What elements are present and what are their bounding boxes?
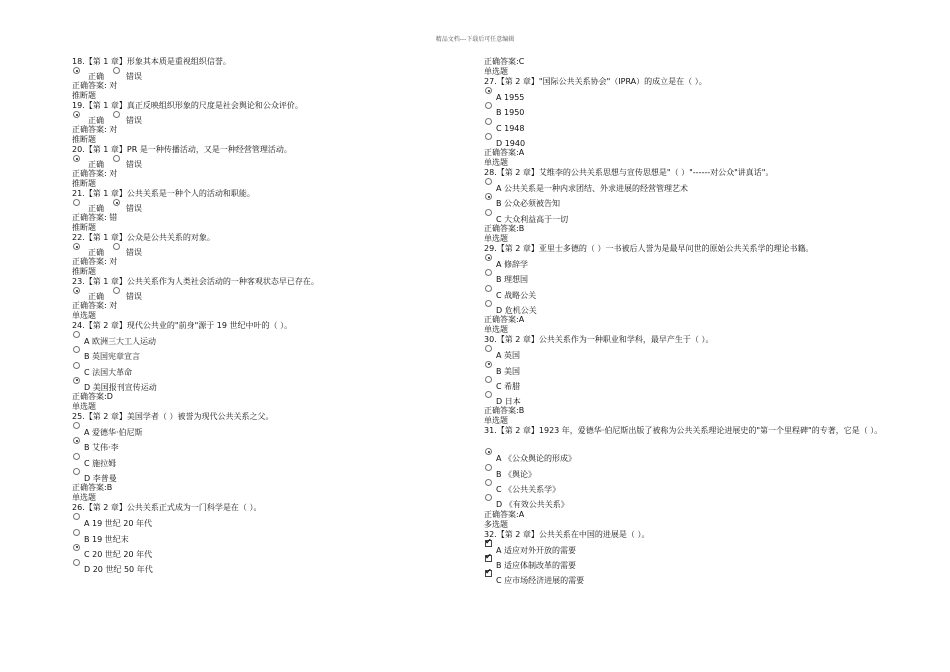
question-type-label: 单选题: [72, 311, 96, 320]
checkbox[interactable]: [485, 570, 492, 577]
question-item: [72, 189, 452, 223]
question-type-label: 推断题: [72, 267, 96, 276]
page-header: 精品文档---下载后可任意编辑: [435, 36, 515, 43]
correct-answer: 正确答案: 对: [72, 301, 118, 310]
answer-option[interactable]: [484, 193, 884, 208]
question-text: 27.【第 2 章】"国际公共关系协会"（IPRA）的成立是在（ ）。: [484, 77, 707, 86]
question-type-label: 单选题: [484, 325, 508, 335]
option-label: C 大众利益高于一切: [496, 214, 569, 224]
option-false[interactable]: [112, 111, 142, 126]
radio-button[interactable]: [485, 118, 492, 125]
answer-option[interactable]: [72, 346, 452, 361]
option-false[interactable]: [112, 155, 142, 170]
answer-option[interactable]: [72, 331, 452, 346]
option-label: A 爱德华·伯尼斯: [84, 428, 143, 438]
option-true[interactable]: [72, 155, 104, 170]
answer-option[interactable]: [484, 300, 884, 315]
radio-button[interactable]: [113, 199, 120, 206]
option-label: B 艾伟·李: [84, 443, 119, 453]
option-label: C 20 世纪 20 年代: [84, 549, 153, 559]
question-item: [72, 412, 452, 493]
question-type-label: 单选题: [484, 67, 508, 76]
question-text: 28.【第 2 章】艾维李的公共关系思想与宣传思想是"（ ）"------对公众"讲真话"。: [484, 168, 774, 178]
true-false-options: [72, 287, 452, 301]
answer-option[interactable]: [484, 391, 884, 406]
option-label: B 19 世纪末: [84, 534, 129, 544]
radio-button[interactable]: [485, 102, 492, 109]
option-label: B 理想国: [496, 275, 529, 285]
true-false-options: [72, 67, 452, 81]
question-text: 26.【第 2 章】公共关系正式成为一门科学是在（ ）。: [72, 503, 262, 513]
correct-answer: 正确答案:B: [484, 406, 525, 416]
question-text: 19.【第 1 章】真正反映组织形象的尺度是社会舆论和公众评价。: [72, 101, 303, 110]
answer-option[interactable]: [484, 269, 884, 284]
answer-option[interactable]: [484, 285, 884, 300]
option-label: D 20 世纪 50 年代: [84, 565, 153, 575]
question-type-label: 推断题: [72, 91, 96, 100]
radio-button[interactable]: [485, 300, 492, 307]
question-type-label: 单选题: [72, 402, 96, 412]
question-text: 23.【第 1 章】公共关系作为人类社会活动的一种客观状态早已存在。: [72, 277, 319, 286]
answer-option[interactable]: [484, 345, 884, 360]
question-item: [72, 277, 452, 311]
radio-button[interactable]: [73, 559, 80, 566]
answer-option[interactable]: [484, 570, 884, 585]
question-item: [484, 426, 884, 519]
question-item: [72, 503, 452, 574]
answer-option[interactable]: [72, 468, 452, 483]
option-label: 错误: [126, 248, 142, 257]
correct-answer: 正确答案:A: [484, 148, 525, 158]
radio-button[interactable]: [485, 193, 492, 200]
radio-button[interactable]: [73, 346, 80, 353]
option-false[interactable]: [112, 67, 142, 82]
radio-button[interactable]: [485, 494, 492, 501]
option-label: A 1955: [496, 93, 525, 102]
question-text: 18.【第 1 章】形象其本质是重视组织信誉。: [72, 57, 231, 66]
option-label: D 1940: [496, 138, 526, 148]
option-label: B 美国: [496, 366, 521, 376]
radio-button[interactable]: [485, 87, 492, 94]
question-item: [484, 77, 884, 158]
radio-button[interactable]: [113, 67, 120, 74]
option-label: A 修辞学: [496, 260, 529, 270]
answer-option[interactable]: [484, 494, 884, 509]
answer-option[interactable]: [72, 437, 452, 452]
question-type-label: 单选题: [484, 234, 508, 244]
question-text: 24.【第 2 章】现代公共业的"前身"源于 19 世纪中叶的（ ）。: [72, 321, 293, 330]
option-false[interactable]: [112, 287, 142, 302]
option-label: C 1948: [496, 123, 525, 133]
option-label: 错误: [126, 292, 142, 301]
answer-option[interactable]: [484, 178, 884, 193]
radio-button[interactable]: [73, 287, 80, 294]
option-true[interactable]: [72, 67, 104, 82]
option-label: C 希腊: [496, 381, 521, 391]
question-item: [72, 145, 452, 179]
answer-option[interactable]: [72, 453, 452, 468]
true-false-options: [72, 243, 452, 257]
option-label: B 《舆论》: [496, 469, 537, 479]
option-label: 错误: [126, 72, 142, 81]
question-item: [72, 233, 452, 267]
question-text: 22.【第 1 章】公众是公共关系的对象。: [72, 233, 215, 242]
radio-button[interactable]: [73, 331, 80, 338]
option-label: A 欧洲三大工人运动: [84, 337, 157, 346]
option-true[interactable]: [72, 111, 104, 126]
question-type-label: 单选题: [484, 416, 508, 426]
radio-button[interactable]: [113, 111, 120, 118]
correct-answer: 正确答案:B: [72, 483, 113, 493]
option-false[interactable]: [112, 243, 142, 258]
question-item: [72, 57, 452, 91]
option-label: C 施拉姆: [84, 458, 117, 468]
checkbox[interactable]: [485, 555, 492, 562]
radio-button[interactable]: [113, 287, 120, 294]
option-label: D 李普曼: [84, 474, 117, 484]
question-type-label: 单选题: [484, 158, 508, 168]
radio-button[interactable]: [485, 391, 492, 398]
option-label: 正确: [88, 72, 104, 81]
answer-option[interactable]: [72, 377, 452, 392]
option-true[interactable]: [72, 243, 104, 258]
option-true[interactable]: [72, 287, 104, 302]
radio-button[interactable]: [73, 67, 80, 74]
radio-button[interactable]: [485, 361, 492, 368]
correct-answer: 正确答案: 对: [72, 257, 118, 266]
option-label: D 《有效公共关系》: [496, 500, 569, 510]
option-label: B 适应体制改革的需要: [496, 560, 577, 570]
option-label: 错误: [126, 116, 142, 125]
option-label: C 法国大革命: [84, 367, 133, 377]
question-item: [484, 530, 884, 586]
question-text: 25.【第 2 章】美国学者（ ）被誉为现代公共关系之父。: [72, 412, 274, 422]
option-label: B 英国宪章宣言: [84, 352, 141, 362]
question-type-label: 推断题: [72, 135, 96, 144]
right-column: [484, 57, 884, 586]
correct-answer: 正确答案:B: [484, 224, 525, 234]
question-text: 31.【第 2 章】1923 年，爱德华·伯尼斯出版了被称为公共关系理论进展史的"第一个里程碑"的专著，它是（ ）。: [484, 426, 883, 436]
radio-button[interactable]: [485, 285, 492, 292]
option-label: C 战略公关: [496, 290, 537, 300]
question-item: [72, 101, 452, 135]
radio-button[interactable]: [485, 448, 492, 455]
option-true[interactable]: [72, 199, 104, 214]
question-text: 29.【第 2 章】亚里士多德的（ ）一书被后人誉为是最早问世的原始公共关系学的理论书籍。: [484, 244, 814, 254]
answer-option[interactable]: [72, 362, 452, 377]
answer-option[interactable]: [484, 448, 884, 463]
radio-button[interactable]: [485, 254, 492, 261]
answer-option[interactable]: [484, 464, 884, 479]
option-label: 错误: [126, 160, 142, 169]
answer-option[interactable]: [72, 559, 452, 574]
correct-answer: 正确答案:A: [484, 509, 525, 519]
radio-button[interactable]: [73, 199, 80, 206]
radio-button[interactable]: [73, 111, 80, 118]
correct-answer: 正确答案: 对: [72, 125, 118, 134]
radio-button[interactable]: [73, 243, 80, 250]
answer-option[interactable]: [484, 376, 884, 391]
radio-button[interactable]: [73, 437, 80, 444]
question-item: [484, 168, 884, 234]
radio-button[interactable]: [73, 155, 80, 162]
question-type-label: 推断题: [72, 223, 96, 232]
option-label: B 公众必须被告知: [496, 199, 561, 209]
answer-option[interactable]: [484, 479, 884, 494]
left-column: [72, 57, 452, 575]
question-type-label: 多选题: [484, 519, 508, 529]
question-text: 21.【第 1 章】公共关系是一种个人的活动和职能。: [72, 189, 255, 198]
answer-option[interactable]: [484, 254, 884, 269]
answer-option[interactable]: [484, 87, 884, 102]
answer-option[interactable]: [72, 513, 452, 528]
question-item: [484, 335, 884, 416]
question-type-label: 单选题: [72, 493, 96, 503]
option-label: A 《公众舆论的形成》: [496, 454, 577, 464]
option-label: D 美国报刊宣传运动: [84, 382, 157, 392]
option-label: A 英国: [496, 351, 521, 361]
question-item: [72, 321, 452, 402]
question-text: 32.【第 2 章】公共关系在中国的进展是（ ）。: [484, 529, 650, 539]
option-label: C 应市场经济进展的需要: [496, 576, 585, 586]
answer-option[interactable]: [484, 133, 884, 148]
option-label: 正确: [88, 160, 104, 169]
answer-option[interactable]: [72, 544, 452, 559]
option-false[interactable]: [112, 199, 142, 214]
question-type-label: 推断题: [72, 179, 96, 188]
radio-button[interactable]: [485, 133, 492, 140]
option-label: B 1950: [496, 108, 525, 118]
answer-option[interactable]: [484, 102, 884, 117]
radio-button[interactable]: [73, 513, 80, 520]
correct-answer: 正确答案: 错: [72, 213, 118, 222]
correct-answer: 正确答案:A: [484, 315, 525, 325]
answer-option[interactable]: [484, 555, 884, 570]
radio-button[interactable]: [113, 243, 120, 250]
radio-button[interactable]: [485, 376, 492, 383]
option-label: A 公共关系是一种内求团结、外求进展的经营管理艺术: [496, 184, 689, 194]
radio-button[interactable]: [485, 464, 492, 471]
answer-option[interactable]: [484, 361, 884, 376]
option-label: 正确: [88, 204, 104, 213]
option-label: C 《公共关系学》: [496, 485, 561, 495]
true-false-options: [72, 111, 452, 125]
checkbox[interactable]: [485, 540, 492, 547]
radio-button[interactable]: [73, 529, 80, 536]
radio-button[interactable]: [73, 453, 80, 460]
correct-answer: 正确答案:C: [484, 57, 525, 66]
radio-button[interactable]: [485, 479, 492, 486]
question-text: 30.【第 2 章】公共关系作为一种职业和学科，最早产生于（ ）。: [484, 335, 714, 345]
radio-button[interactable]: [485, 345, 492, 352]
option-label: 正确: [88, 248, 104, 257]
radio-button[interactable]: [73, 544, 80, 551]
radio-button[interactable]: [485, 178, 492, 185]
option-label: D 日本: [496, 397, 521, 407]
correct-answer: 正确答案:D: [72, 392, 113, 402]
radio-button[interactable]: [485, 209, 492, 216]
option-label: 正确: [88, 292, 104, 301]
correct-answer: 正确答案: 对: [72, 81, 118, 90]
answer-option[interactable]: [484, 118, 884, 133]
option-label: 错误: [126, 204, 142, 213]
correct-answer: 正确答案: 对: [72, 169, 118, 178]
question-item: [484, 244, 884, 325]
answer-option[interactable]: [72, 422, 452, 437]
option-label: 正确: [88, 116, 104, 125]
radio-button[interactable]: [73, 468, 80, 475]
option-label: A 19 世纪 20 年代: [84, 519, 153, 529]
answer-option[interactable]: [72, 529, 452, 544]
question-text: 20.【第 1 章】PR 是一种传播活动，又是一种经营管理活动。: [72, 145, 292, 154]
answer-option[interactable]: [484, 540, 884, 555]
true-false-options: [72, 155, 452, 169]
radio-button[interactable]: [485, 269, 492, 276]
option-label: D 危机公关: [496, 305, 537, 315]
radio-button[interactable]: [73, 422, 80, 429]
answer-option[interactable]: [484, 209, 884, 224]
radio-button[interactable]: [73, 377, 80, 384]
option-label: A 适应对外开放的需要: [496, 545, 577, 555]
radio-button[interactable]: [113, 155, 120, 162]
radio-button[interactable]: [73, 362, 80, 369]
true-false-options: [72, 199, 452, 213]
